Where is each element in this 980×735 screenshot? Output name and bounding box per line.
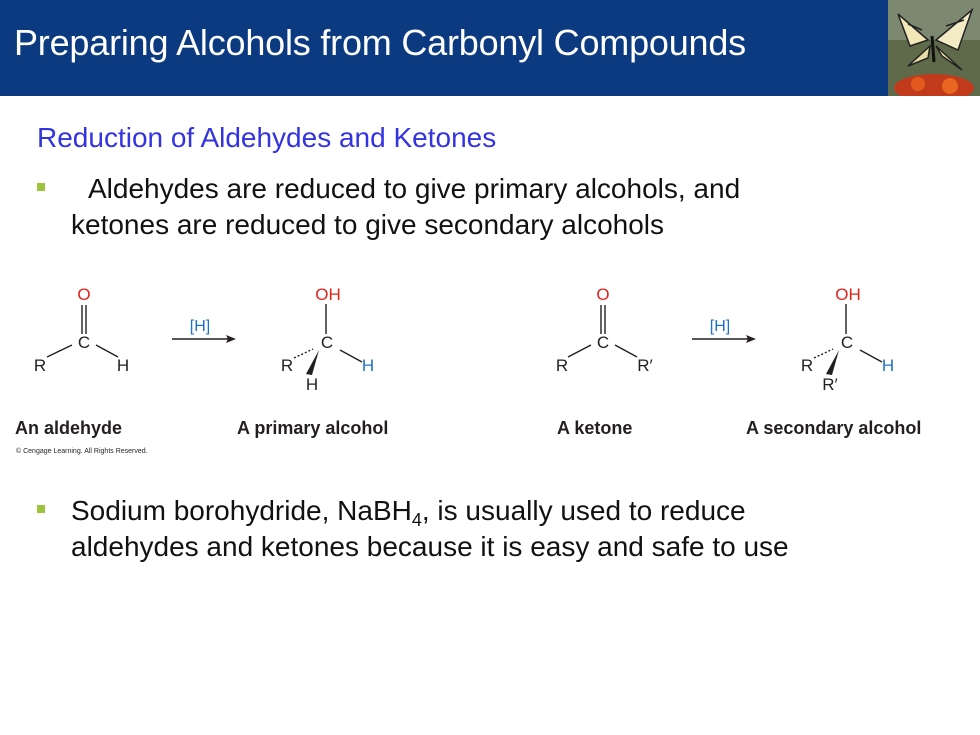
secondary-carbon: C xyxy=(840,333,854,352)
label-ketone: A ketone xyxy=(557,418,633,438)
reagent-1: [H] xyxy=(189,318,211,335)
ketone-r: R xyxy=(555,356,569,375)
primary-h: H xyxy=(305,375,319,394)
secondary-r-prime: R′ xyxy=(822,375,838,394)
ketone-r-prime: R′ xyxy=(637,356,653,375)
bullet1-line1: Aldehydes are reduced to give primary alcohols, and xyxy=(88,173,741,204)
bullet1-line2: ketones are reduced to give secondary alcohols xyxy=(71,209,665,240)
bullet2-line1-start: Sodium borohydride, NaBH xyxy=(71,495,412,526)
secondary-oh: OH xyxy=(835,285,861,304)
primary-oh: OH xyxy=(315,285,341,304)
primary-h-new: H xyxy=(361,356,375,375)
bullet2-line1-end: , is usually used to reduce xyxy=(421,495,746,526)
bullet2-subscript: 4 xyxy=(411,510,422,530)
aldehyde-carbon: C xyxy=(77,333,91,352)
ketone-carbon: C xyxy=(596,333,610,352)
label-aldehyde: An aldehyde xyxy=(15,418,123,438)
title-bar xyxy=(0,0,980,96)
primary-carbon: C xyxy=(320,333,334,352)
secondary-h-new: H xyxy=(881,356,895,375)
section-subtitle: Reduction of Aldehydes and Ketones xyxy=(37,122,497,153)
label-primary-alcohol: A primary alcohol xyxy=(237,418,389,438)
bullet-marker xyxy=(37,505,45,513)
reaction-scheme xyxy=(0,278,980,468)
ketone-oxygen: O xyxy=(596,285,610,304)
bullet2-line2: aldehydes and ketones because it is easy and safe to use xyxy=(71,531,789,562)
secondary-r: R xyxy=(800,356,814,375)
aldehyde-oxygen: O xyxy=(77,285,91,304)
aldehyde-r: R xyxy=(33,356,47,375)
label-secondary-alcohol: A secondary alcohol xyxy=(746,418,922,438)
aldehyde-h: H xyxy=(116,356,130,375)
butterfly-image xyxy=(888,0,980,96)
bullet-marker xyxy=(37,183,45,191)
reagent-2: [H] xyxy=(709,318,731,335)
copyright-notice: © Cengage Learning. All Rights Reserved. xyxy=(16,448,148,455)
primary-r: R xyxy=(280,356,294,375)
slide-title: Preparing Alcohols from Carbonyl Compounds xyxy=(14,22,746,63)
